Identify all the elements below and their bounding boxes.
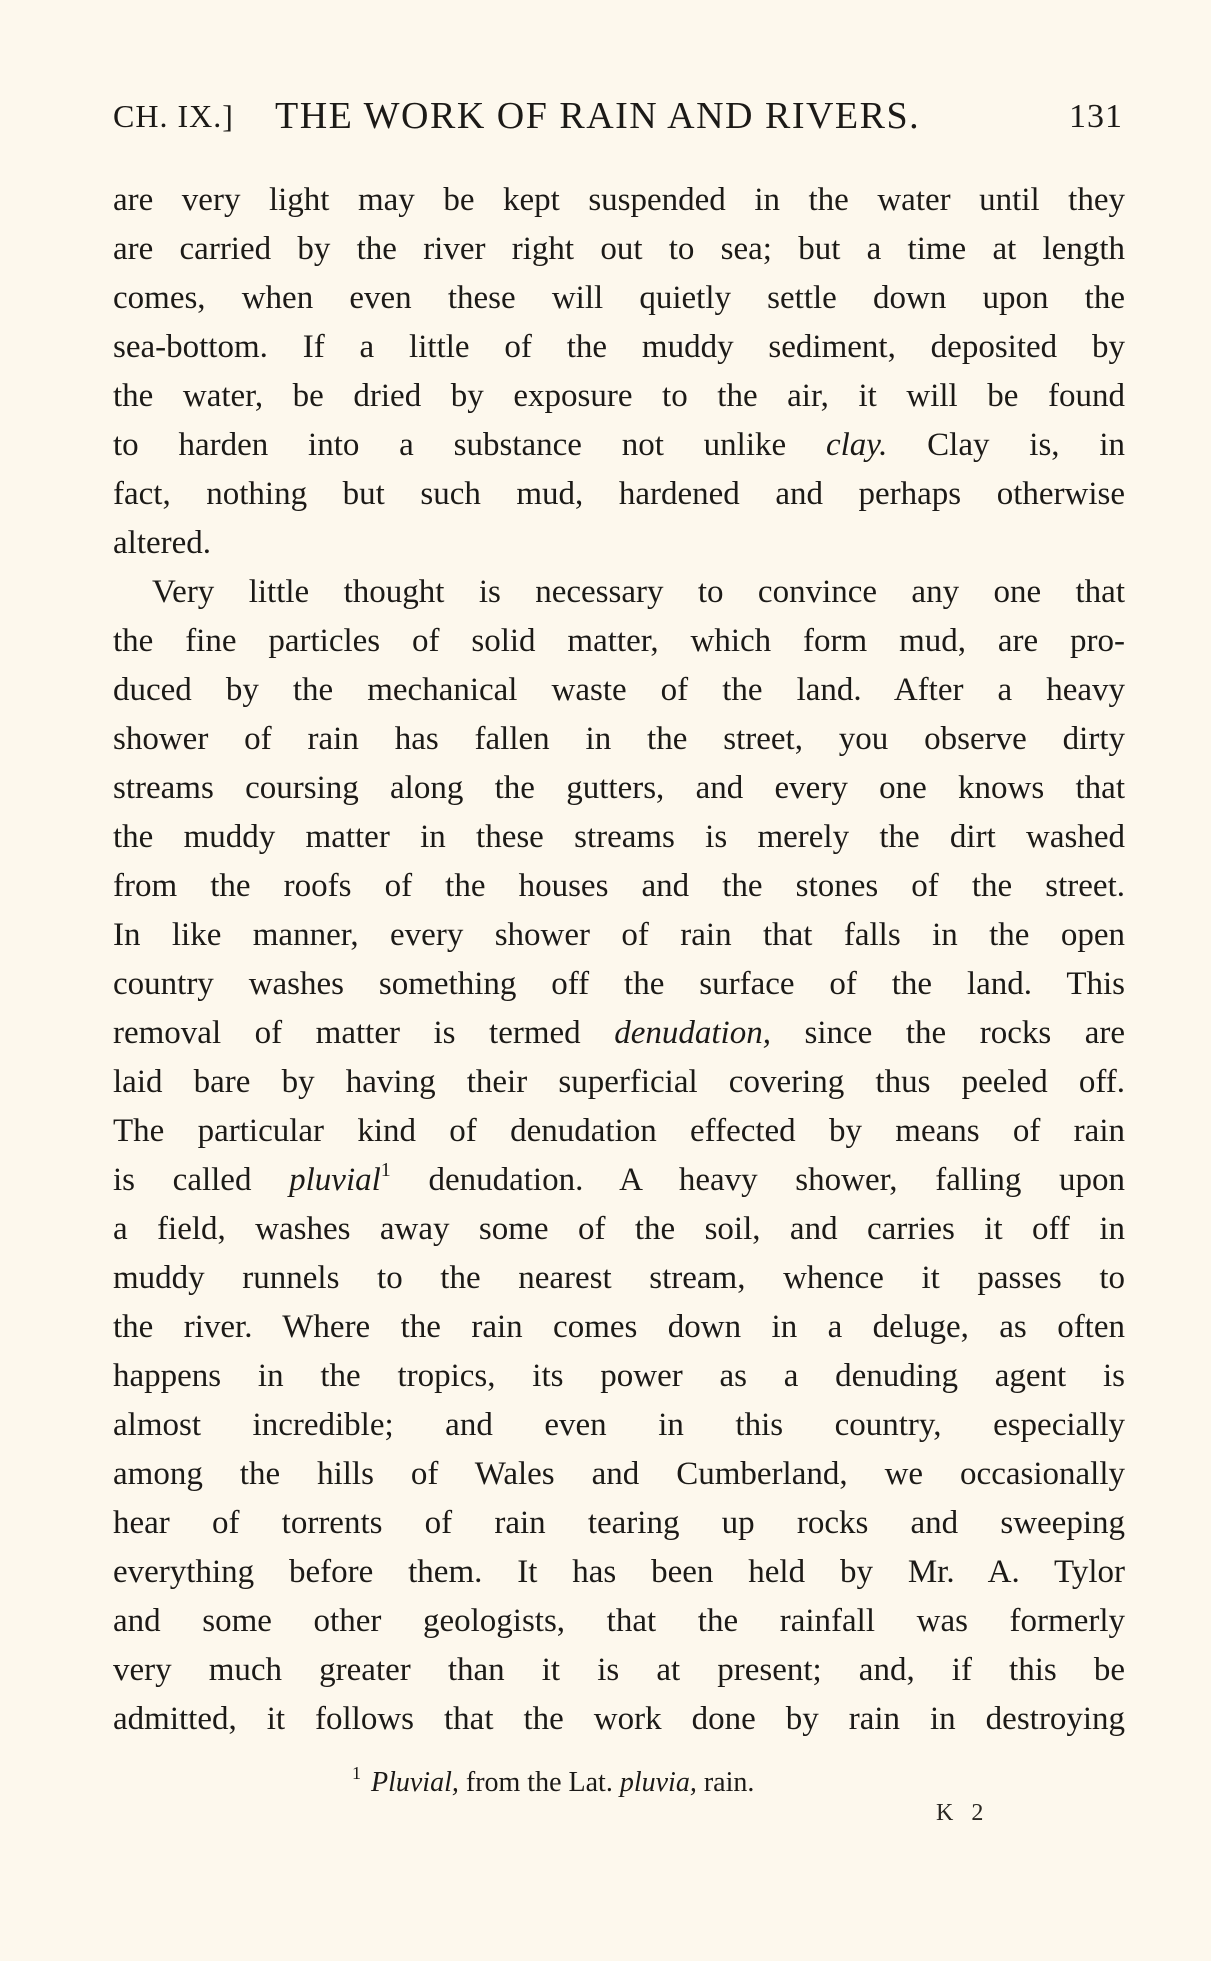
running-header [113, 94, 1123, 144]
italic-term-denudation: denudation, [614, 1015, 771, 1051]
text-line: The particular kind of denudation effected by means of rain [113, 1113, 1125, 1149]
text-line: altered. [113, 525, 212, 561]
text-line: sea-bottom. If a little of the muddy sediment, deposited by [113, 329, 1125, 365]
text-run: is called [113, 1162, 252, 1198]
text-line: happens in the tropics, its power as a denuding agent is [113, 1358, 1125, 1394]
body-text [113, 176, 1125, 1744]
text-run: to harden into a substance not unlike [113, 427, 787, 463]
footnote-text: from the Lat. [465, 1767, 613, 1798]
text-line: a field, washes away some of the soil, and carries it off in [113, 1211, 1125, 1247]
text-run: since the rocks are [804, 1015, 1125, 1051]
text-line: comes, when even these will quietly settle down upon the [113, 280, 1125, 316]
text-line: In like manner, every shower of rain that falls in the open [113, 917, 1125, 953]
italic-term-pluvial: pluvial [289, 1162, 381, 1198]
text-line: laid bare by having their superficial covering thus peeled off. [113, 1064, 1125, 1100]
footnote-reference: 1 [380, 1159, 391, 1181]
text-line: duced by the mechanical waste of the land. After a heavy [113, 672, 1125, 708]
text-line: among the hills of Wales and Cumberland, we occasionally [113, 1456, 1125, 1492]
text-line: hear of torrents of rain tearing up rocks and sweeping [113, 1505, 1125, 1541]
text-line: and some other geologists, that the rainfall was formerly [113, 1603, 1125, 1639]
text-line: fact, nothing but such mud, hardened and perhaps otherwise [113, 476, 1125, 512]
text-run: denudation. A heavy shower, falling upon [428, 1162, 1125, 1198]
text-line: are very light may be kept suspended in the water until they [113, 182, 1125, 218]
page-number: 131 [1069, 98, 1123, 135]
footnote-mark: 1 [352, 1763, 361, 1783]
text-line: shower of rain has fallen in the street, you observe dirty [113, 721, 1125, 757]
text-run: removal of matter is termed [113, 1015, 581, 1051]
text-line [113, 421, 1125, 470]
text-line [113, 1156, 1125, 1205]
footnote-latin: pluvia, [619, 1767, 697, 1798]
text-line: very much greater than it is at present; and, if this be [113, 1652, 1125, 1688]
text-line [113, 1009, 1125, 1058]
text-line: country washes something off the surface of the land. This [113, 966, 1125, 1002]
text-line: almost incredible; and even in this country, especially [113, 1407, 1125, 1443]
italic-term-clay: clay. [825, 427, 888, 463]
text-line: everything before them. It has been held by Mr. A. Tylor [113, 1554, 1125, 1590]
text-line: the fine particles of solid matter, which form mud, are pro- [113, 623, 1125, 659]
text-line: muddy runnels to the nearest stream, whence it passes to [113, 1260, 1125, 1296]
footnote-gloss: rain. [703, 1767, 755, 1798]
text-run: Clay is, in [927, 427, 1125, 463]
signature-mark: K 2 [936, 1800, 990, 1826]
text-line: the water, be dried by exposure to the air, it will be found [113, 378, 1125, 414]
text-line: the river. Where the rain comes down in a deluge, as often [113, 1309, 1125, 1345]
text-line: the muddy matter in these streams is merely the dirt washed [113, 819, 1125, 855]
footnote [352, 1753, 754, 1803]
paragraph-start-line: Very little thought is necessary to convince any one that [152, 574, 1125, 610]
footnote-term: Pluvial, [371, 1767, 459, 1798]
running-title: THE WORK OF RAIN AND RIVERS. [275, 95, 921, 137]
text-line: streams coursing along the gutters, and every one knows that [113, 770, 1125, 806]
text-line: admitted, it follows that the work done by rain in destroying [113, 1701, 1125, 1737]
text-line: from the roofs of the houses and the stones of the street. [113, 868, 1125, 904]
chapter-label: CH. IX.] [113, 98, 234, 134]
text-line: are carried by the river right out to sea; but a time at length [113, 231, 1125, 267]
